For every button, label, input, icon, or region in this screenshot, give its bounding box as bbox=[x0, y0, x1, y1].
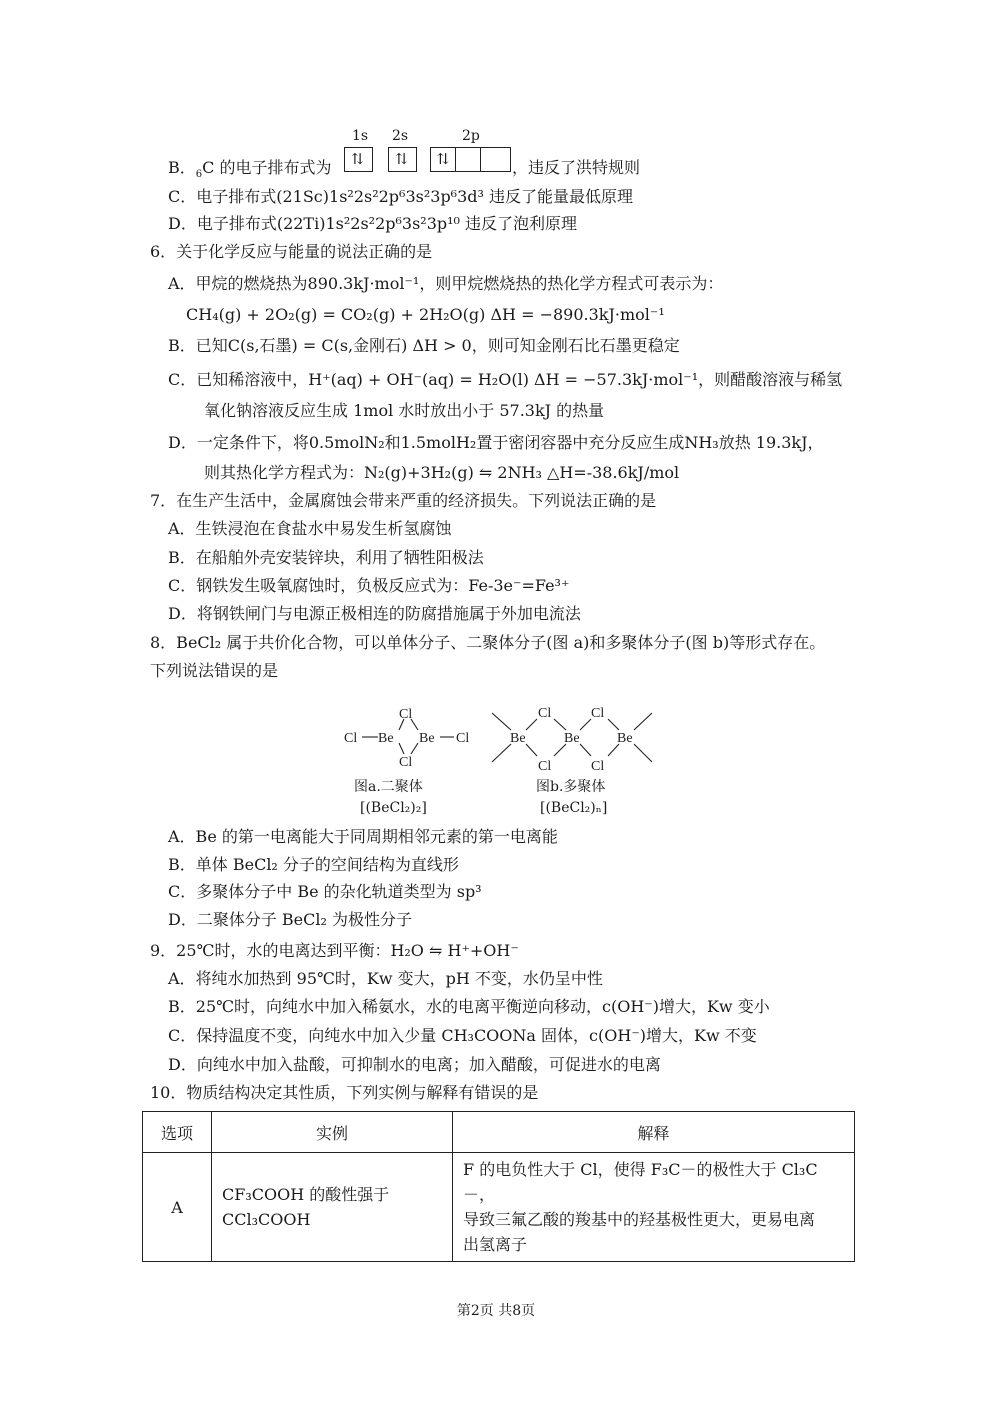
table-cell-option: A bbox=[143, 1153, 212, 1262]
q9-option-b: B．25℃时，向纯水中加入稀氨水，水的电离平衡逆向移动，c(OH⁻)增大，Kw 变小 bbox=[168, 997, 770, 1016]
atom-cl: Cl bbox=[538, 759, 552, 774]
question-7: 7．在生产生活中，金属腐蚀会带来严重的经济损失。下列说法正确的是 bbox=[150, 491, 657, 510]
table-header: 实例 bbox=[212, 1112, 453, 1153]
q5-option-c: C．电子排布式(21Sc)1s²2s²2p⁶3s²3p⁶3d³ 违反了能量最低原理 bbox=[168, 187, 634, 206]
atom-cl: Cl bbox=[591, 759, 605, 774]
figure-b-caption: 图b.多聚体 bbox=[536, 779, 606, 795]
orbital-label-2p: 2p bbox=[462, 128, 480, 144]
question-6: 6．关于化学反应与能量的说法正确的是 bbox=[150, 242, 433, 261]
becl2-structure-figure bbox=[330, 700, 670, 782]
atom-cl: Cl bbox=[399, 755, 413, 770]
q6-option-d-cont: 则其热化学方程式为：N₂(g)+3H₂(g) ⇋ 2NH₃ △H=-38.6kJ/mol bbox=[204, 463, 680, 482]
q8-option-d: D．二聚体分子 BeCl₂ 为极性分子 bbox=[168, 910, 413, 929]
q6-option-d: D．一定条件下，将0.5molN₂和1.5molH₂置于密闭容器中充分反应生成NH₃放热 19.3kJ， bbox=[168, 433, 824, 452]
atom-cl: Cl bbox=[538, 706, 552, 721]
q9-option-d: D．向纯水中加入盐酸，可抑制水的电离；加入醋酸，可促进水的电离 bbox=[168, 1055, 661, 1074]
figure-a-formula: [(BeCl₂)₂] bbox=[360, 800, 427, 816]
q7-option-d: D．将钢铁闸门与电源正极相连的防腐措施属于外加电流法 bbox=[168, 604, 581, 623]
question-10: 10．物质结构决定其性质，下列实例与解释有错误的是 bbox=[150, 1083, 539, 1102]
figure-a-caption: 图a.二聚体 bbox=[354, 779, 423, 795]
table-cell-explanation bbox=[453, 1153, 855, 1262]
atom-cl: Cl bbox=[399, 707, 413, 722]
option-text: C 的电子排布式为 bbox=[202, 158, 332, 177]
table-header: 选项 bbox=[143, 1112, 212, 1153]
q7-option-b: B．在船舶外壳安装锌块，利用了牺牲阳极法 bbox=[168, 548, 484, 567]
q8-option-b: B．单体 BeCl₂ 分子的空间结构为直线形 bbox=[168, 855, 459, 874]
figure-b-formula: [(BeCl₂)ₙ] bbox=[540, 800, 608, 816]
option-letter: B． bbox=[168, 158, 196, 177]
subscript: 6 bbox=[195, 169, 203, 181]
atom-be: Be bbox=[510, 731, 526, 746]
orbital-box-2s bbox=[388, 147, 417, 172]
explanation-line: 出氢离子 bbox=[463, 1235, 528, 1254]
q7-option-a: A．生铁浸泡在食盐水中易发生析氢腐蚀 bbox=[168, 519, 452, 538]
orbital-box-2p bbox=[430, 147, 511, 172]
orbital-cell: ⇅ bbox=[351, 150, 364, 168]
example-line: CF₃COOH 的酸性强于 bbox=[222, 1185, 390, 1204]
q6-option-b: B．已知C(s,石墨) = C(s,金刚石) ΔH > 0，则可知金刚石比石墨更稳定 bbox=[168, 336, 680, 355]
orbital-label-1s: 1s bbox=[352, 128, 369, 144]
atom-cl: Cl bbox=[344, 731, 358, 746]
table-row bbox=[143, 1153, 855, 1262]
question-8: 8．BeCl₂ 属于共价化合物，可以单体分子、二聚体分子(图 a)和多聚体分子(图 b)等形式存在。 bbox=[150, 633, 826, 652]
table-header: 解释 bbox=[453, 1112, 855, 1153]
q7-option-c: C．钢铁发生吸氧腐蚀时，负极反应式为：Fe-3e⁻=Fe³⁺ bbox=[168, 576, 570, 595]
q6-option-c: C．已知稀溶液中，H⁺(aq) + OH⁻(aq) = H₂O(l) ΔH = −57.3kJ·mol⁻¹，则醋酸溶液与稀氢 bbox=[168, 370, 843, 389]
orbital-labels bbox=[340, 128, 560, 146]
atom-be: Be bbox=[564, 731, 580, 746]
orbital-label-2s: 2s bbox=[392, 128, 409, 144]
q6-option-a: A．甲烷的燃烧热为890.3kJ·mol⁻¹，则甲烷燃烧热的热化学方程式可表示为： bbox=[168, 274, 724, 293]
q9-option-c: C．保持温度不变，向纯水中加入少量 CH₃COONa 固体，c(OH⁻)增大，Kw 不变 bbox=[168, 1026, 757, 1045]
atom-cl: Cl bbox=[591, 706, 605, 721]
page-footer: 第2页 共8页 bbox=[456, 1303, 536, 1319]
orbital-cell: ⇅ bbox=[395, 150, 408, 168]
table-cell-example bbox=[212, 1153, 453, 1262]
table-header-row bbox=[143, 1112, 855, 1153]
explanation-line: 导致三氟乙酸的羧基中的羟基极性更大，更易电离 bbox=[463, 1210, 816, 1229]
orbital-cell bbox=[481, 148, 506, 171]
q9-option-a: A．将纯水加热到 95℃时，Kw 变大，pH 不变，水仍呈中性 bbox=[168, 969, 603, 988]
q8-option-c: C．多聚体分子中 Be 的杂化轨道类型为 sp³ bbox=[168, 882, 482, 901]
q5-option-d: D．电子排布式(22Ti)1s²2s²2p⁶3s²3p¹⁰ 违反了泡利原理 bbox=[168, 214, 578, 233]
atom-be: Be bbox=[617, 731, 633, 746]
example-line: CCl₃COOH bbox=[222, 1210, 311, 1229]
q5-option-b-suffix: ，违反了洪特规则 bbox=[512, 158, 641, 177]
atom-be: Be bbox=[378, 731, 394, 746]
orbital-cell bbox=[456, 148, 481, 171]
explanation-line: F 的电负性大于 Cl，使得 F₃C－的极性大于 Cl₃C－， bbox=[463, 1160, 818, 1204]
orbital-box-1s bbox=[344, 147, 373, 172]
atom-be: Be bbox=[419, 731, 435, 746]
q10-table bbox=[142, 1111, 855, 1262]
q5-option-b bbox=[168, 157, 331, 186]
q8-option-a: A．Be 的第一电离能大于同周期相邻元素的第一电离能 bbox=[168, 827, 558, 846]
atom-cl: Cl bbox=[456, 731, 470, 746]
question-9: 9．25℃时，水的电离达到平衡：H₂O ⇋ H⁺+OH⁻ bbox=[150, 941, 519, 960]
q6-option-c-cont: 氧化钠溶液反应生成 1mol 水时放出小于 57.3kJ 的热量 bbox=[204, 401, 605, 420]
orbital-cell: ⇅ bbox=[431, 148, 456, 171]
question-8-cont: 下列说法错误的是 bbox=[150, 661, 279, 680]
q6-option-a-equation: CH₄(g) + 2O₂(g) = CO₂(g) + 2H₂O(g) ΔH = −890.3kJ·mol⁻¹ bbox=[186, 305, 665, 324]
